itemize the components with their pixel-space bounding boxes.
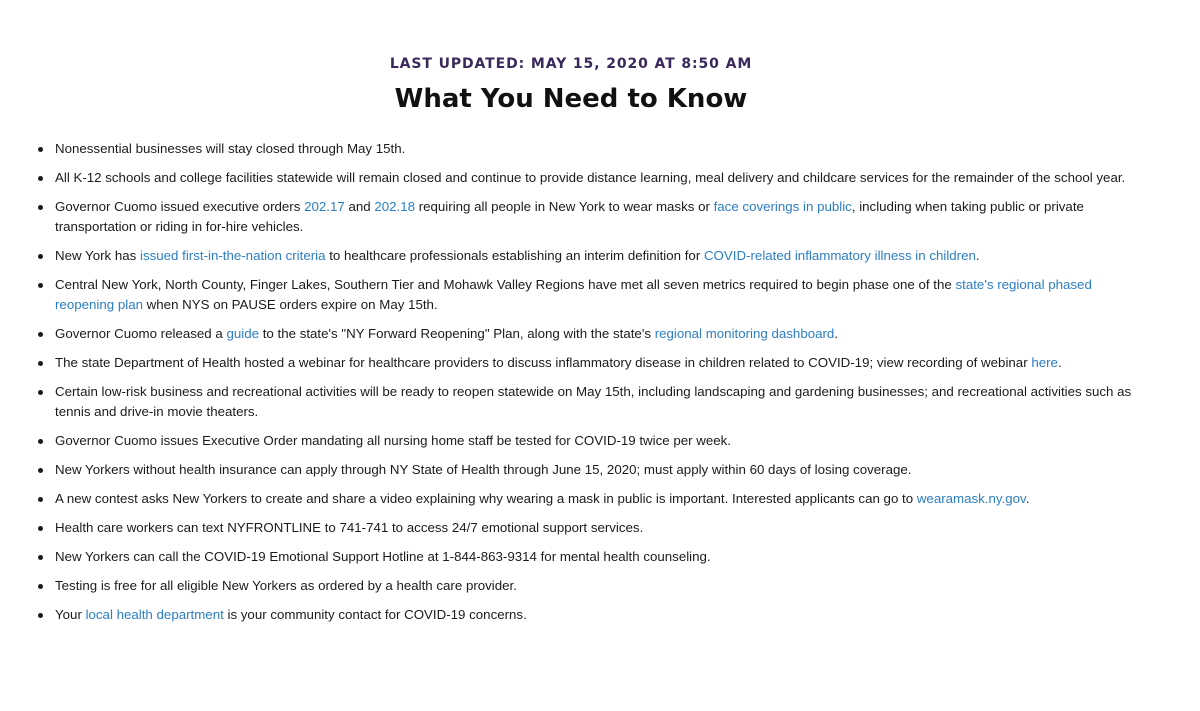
- bullet-dot-icon: [38, 332, 43, 337]
- item-text: and: [344, 199, 375, 214]
- bullet-dot-icon: [38, 584, 43, 589]
- inline-link[interactable]: issued first-in-the-nation criteria: [140, 248, 326, 263]
- item-text: Central New York, North County, Finger Lakes, Southern Tier and Mohawk Valley Regions have met all seven metrics required to begin phase one of the: [55, 277, 956, 292]
- inline-link[interactable]: 202.17: [304, 199, 345, 214]
- item-text: Testing is free for all eligible New Yorkers as ordered by a health care provider.: [55, 578, 517, 593]
- bullet-dot-icon: [38, 361, 43, 366]
- news-bullet-list: [36, 139, 1136, 634]
- item-text: The state Department of Health hosted a webinar for healthcare providers to discuss inflammatory disease in children related to COVID-19; view recording of webinar: [55, 355, 1032, 370]
- inline-link[interactable]: face coverings in public: [713, 199, 852, 214]
- list-item: [36, 547, 1136, 567]
- item-text: All K-12 schools and college facilities statewide will remain closed and continue to provide distance learning, meal delivery and childcare services for the remainder of the school year.: [55, 170, 1126, 185]
- list-item: [36, 431, 1136, 451]
- item-text: Governor Cuomo issues Executive Order mandating all nursing home staff be tested for COVID-19 twice per week.: [55, 433, 731, 448]
- list-item: [36, 197, 1136, 237]
- page-title: What You Need to Know: [394, 84, 748, 114]
- inline-link[interactable]: state's regional phased reopening plan: [55, 277, 1092, 312]
- list-item: [36, 576, 1136, 596]
- inline-link[interactable]: local health department: [85, 607, 224, 622]
- list-item: [36, 139, 1136, 159]
- bullet-dot-icon: [38, 147, 43, 152]
- item-text: .: [1057, 355, 1062, 370]
- list-item: [36, 246, 1136, 266]
- item-text: .: [1025, 491, 1030, 506]
- inline-link[interactable]: 202.18: [374, 199, 415, 214]
- bullet-dot-icon: [38, 613, 43, 618]
- list-item: [36, 324, 1136, 344]
- item-text: when NYS on PAUSE orders expire on May 15th.: [142, 297, 438, 312]
- item-text: A new contest asks New Yorkers to create and share a video explaining why wearing a mask in public is important. Interested applicants can go to: [55, 491, 917, 506]
- item-text: requiring all people in New York to wear masks or: [415, 199, 714, 214]
- list-item: [36, 605, 1136, 625]
- item-text: Governor Cuomo released a: [55, 326, 227, 341]
- list-item: [36, 353, 1136, 373]
- list-item: [36, 518, 1136, 538]
- bullet-dot-icon: [38, 439, 43, 444]
- inline-link[interactable]: here: [1031, 355, 1058, 370]
- item-text: New York has: [55, 248, 141, 263]
- item-text: to the state's "NY Forward Reopening" Plan, along with the state's: [259, 326, 655, 341]
- inline-link[interactable]: wearamask.ny.gov: [916, 491, 1026, 506]
- last-updated-label: LAST UPDATED: MAY 15, 2020 AT 8:50 AM: [389, 56, 753, 72]
- bullet-dot-icon: [38, 390, 43, 395]
- list-item: [36, 168, 1136, 188]
- list-item: [36, 275, 1136, 315]
- item-text: New Yorkers can call the COVID-19 Emotional Support Hotline at 1-844-863-9314 for mental health counseling.: [55, 549, 711, 564]
- bullet-dot-icon: [38, 254, 43, 259]
- list-item: [36, 382, 1136, 422]
- item-text: New Yorkers without health insurance can apply through NY State of Health through June 15, 2020; must apply within 60 days of losing coverage.: [55, 462, 912, 477]
- bullet-dot-icon: [38, 283, 43, 288]
- item-text: .: [975, 248, 980, 263]
- bullet-dot-icon: [38, 205, 43, 210]
- item-text: Nonessential businesses will stay closed through May 15th.: [55, 141, 406, 156]
- item-text: Certain low-risk business and recreational activities will be ready to reopen statewide on May 15th, including landscaping and gardening businesses; and recreational activities such as tennis and drive-in movie theaters.: [55, 384, 1132, 419]
- list-item: [36, 489, 1136, 509]
- bullet-dot-icon: [38, 176, 43, 181]
- item-text: Governor Cuomo issued executive orders: [55, 199, 305, 214]
- item-text: is your community contact for COVID-19 concerns.: [223, 607, 527, 622]
- item-text: .: [834, 326, 839, 341]
- bullet-dot-icon: [38, 526, 43, 531]
- item-text: Health care workers can text NYFRONTLINE to 741-741 to access 24/7 emotional support services.: [55, 520, 644, 535]
- bullet-dot-icon: [38, 468, 43, 473]
- inline-link[interactable]: regional monitoring dashboard: [654, 326, 835, 341]
- bullet-dot-icon: [38, 497, 43, 502]
- inline-link[interactable]: COVID-related inflammatory illness in children: [703, 248, 976, 263]
- bullet-dot-icon: [38, 555, 43, 560]
- item-text: , including when taking public or private transportation or riding in for-hire vehicles.: [55, 199, 1084, 234]
- list-item: [36, 460, 1136, 480]
- inline-link[interactable]: guide: [226, 326, 260, 341]
- item-text: Your: [55, 607, 86, 622]
- item-text: to healthcare professionals establishing an interim definition for: [325, 248, 704, 263]
